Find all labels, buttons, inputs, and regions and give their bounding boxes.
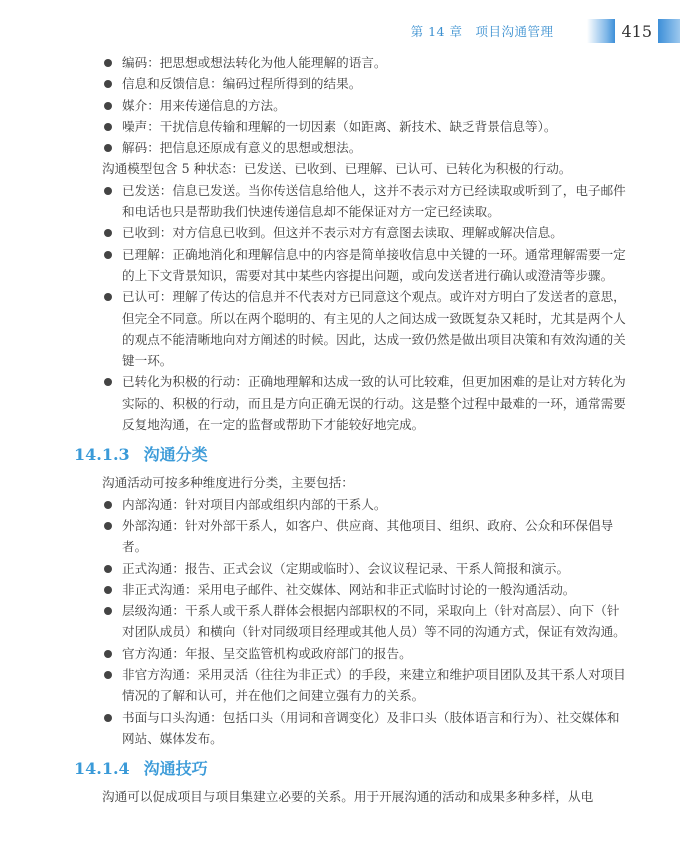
- section-intro: 沟通可以促成项目与项目集建立必要的关系。用于开展沟通的活动和成果多种多样，从电: [102, 789, 594, 805]
- list-item: 已认可：理解了传达的信息并不代表对方已同意这个观点。或许对方明白了发送者的意思，但完全不同意。所以在两个聪明的、有主见的人之间达成一致既复杂又耗时，尤其是两个人的观点不能清晰地向对方阐述的时候。因此，达成一致仍然是做出项目决策和有效沟通的关键一环。: [102, 286, 632, 371]
- bullet-icon: [104, 59, 112, 67]
- list-item: 信息和反馈信息：编码过程所得到的结果。: [102, 73, 632, 94]
- bullet-icon: [104, 80, 112, 88]
- bullet-icon: [104, 123, 112, 131]
- list-item: 官方沟通：年报、呈交监管机构或政府部门的报告。: [102, 643, 632, 664]
- list-item: 层级沟通：干系人或干系人群体会根据内部职权的不同，采取向上（针对高层）、向下（针对团队成员）和横向（针对同级项目经理或其他人员）等不同的沟通方式，保证有效沟通。: [102, 600, 632, 643]
- list-item: 编码：把思想或想法转化为他人能理解的语言。: [102, 52, 632, 73]
- list-item: 非正式沟通：采用电子邮件、社交媒体、网站和非正式临时讨论的一般沟通活动。: [102, 579, 632, 600]
- page-number: 415: [615, 22, 658, 41]
- bullet-icon: [104, 251, 112, 259]
- bullet-icon: [104, 229, 112, 237]
- chapter-title: 第 14 章 项目沟通管理: [410, 24, 554, 39]
- list-item: 已理解：正确地消化和理解信息中的内容是简单接收信息中关键的一环。通常理解需要一定的上下文背景知识，需要对其中某些内容提出问题，或向发送者进行确认或澄清等步骤。: [102, 244, 632, 287]
- bullet-icon: [104, 522, 112, 530]
- list-item: 已发送：信息已发送。当你传送信息给他人，这并不表示对方已经读取或听到了，电子邮件和电话也只是帮助我们快速传递信息却不能保证对方一定已经读取。: [102, 180, 632, 223]
- bullet-icon: [104, 607, 112, 615]
- list-item: 正式沟通：报告、正式会议（定期或临时）、会议议程记录、干系人简报和演示。: [102, 558, 632, 579]
- bullet-icon: [104, 501, 112, 509]
- section-heading-1413: 14.1.3 沟通分类: [74, 445, 208, 465]
- list-item: 媒介：用来传递信息的方法。: [102, 95, 632, 116]
- list-item: 非官方沟通：采用灵活（往往为非正式）的手段，来建立和维护项目团队及其干系人对项目情况的了解和认可，并在他们之间建立强有力的关系。: [102, 664, 632, 707]
- bullet-icon: [104, 378, 112, 386]
- page-body: [74, 52, 632, 808]
- bullet-icon: [104, 102, 112, 110]
- bullet-icon: [104, 187, 112, 195]
- bullet-icon: [104, 650, 112, 658]
- bullet-icon: [104, 671, 112, 679]
- list-item: 外部沟通：针对外部干系人，如客户、供应商、其他项目、组织、政府、公众和环保倡导者。: [102, 515, 632, 558]
- section-intro: 沟通活动可按多种维度进行分类，主要包括：: [102, 475, 354, 491]
- states-intro: 沟通模型包含 5 种状态：已发送、已收到、已理解、已认可、已转化为积极的行动。: [102, 161, 572, 177]
- bullet-icon: [104, 293, 112, 301]
- page-header: [411, 18, 680, 44]
- list-item: 已转化为积极的行动：正确地理解和达成一致的认可比较难，但更加困难的是让对方转化为实际的、积极的行动，而且是方向正确无误的行动。这是整个过程中最难的一环，通常需要反复地沟通，在一定的监督或帮助下才能较好地完成。: [102, 371, 632, 435]
- bullet-icon: [104, 586, 112, 594]
- header-decoration: [658, 19, 680, 43]
- list-item: 解码：把信息还原成有意义的思想或想法。: [102, 137, 632, 158]
- list-item: 已收到：对方信息已收到。但这并不表示对方有意图去读取、理解或解决信息。: [102, 222, 632, 243]
- header-decoration: [587, 19, 615, 43]
- bullet-icon: [104, 714, 112, 722]
- section-heading-1414: 14.1.4 沟通技巧: [74, 759, 208, 779]
- bullet-icon: [104, 565, 112, 573]
- list-item: 书面与口头沟通：包括口头（用词和音调变化）及非口头（肢体语言和行为）、社交媒体和网站、媒体发布。: [102, 707, 632, 750]
- list-item: 噪声：干扰信息传输和理解的一切因素（如距离、新技术、缺乏背景信息等）。: [102, 116, 632, 137]
- list-item: 内部沟通：针对项目内部或组织内部的干系人。: [102, 494, 632, 515]
- bullet-icon: [104, 144, 112, 152]
